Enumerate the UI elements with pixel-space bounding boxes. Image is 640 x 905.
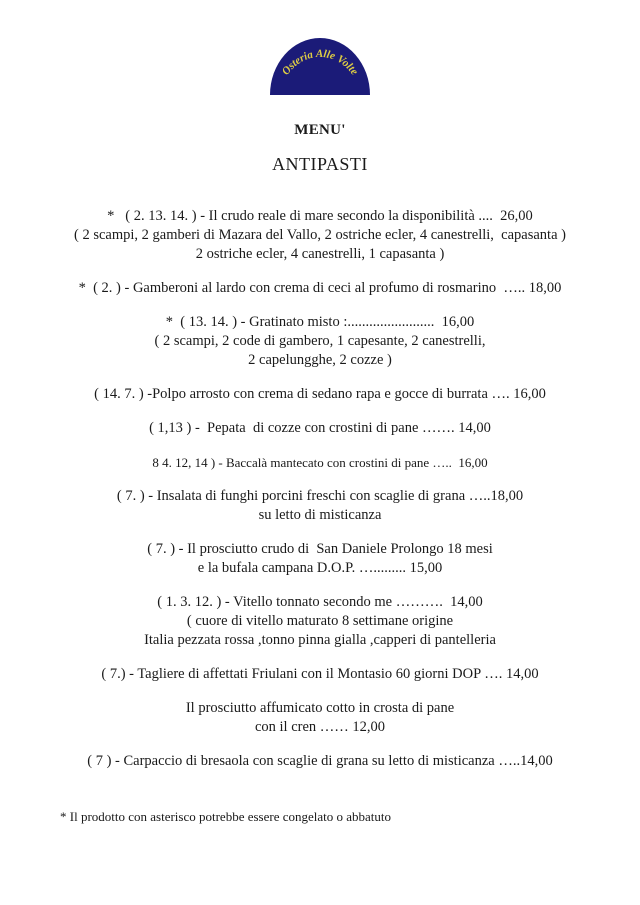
page-title: MENU' (294, 122, 346, 138)
menu-line: su letto di misticanza (258, 507, 382, 523)
menu-item (30, 313, 610, 370)
menu-item (30, 385, 610, 404)
menu-item (30, 593, 610, 650)
menu-line: ( cuore di vitello maturato 8 settimane origine (186, 613, 454, 629)
menu-line: ( 7. ) - Il prosciutto crudo di San Daniele Prolongo 18 mesi (147, 541, 493, 557)
menu-item (30, 487, 610, 525)
menu-item (30, 540, 610, 578)
menu-line: ( 7 ) - Carpaccio di bresaola con scaglie di grana su letto di misticanza …..14,00 (87, 753, 553, 769)
menu-line: 8 4. 12, 14 ) - Baccalà mantecato con crostini di pane ….. 16,00 (152, 455, 488, 470)
osteria-logo-icon (269, 36, 371, 96)
menu-line: ( 1,13 ) - Pepata di cozze con crostini di pane ……. 14,00 (149, 420, 491, 436)
logo-text: Osteria Alle Volte (279, 47, 361, 78)
menu-list (0, 207, 640, 771)
menu-item (30, 279, 610, 298)
menu-line: * ( 13. 14. ) - Gratinato misto :........................ 16,00 (165, 314, 475, 330)
menu-line: * ( 2. 13. 14. ) - Il crudo reale di mare secondo la disponibilità .... 26,00 (107, 208, 533, 224)
menu-item (30, 665, 610, 684)
menu-line: ( 1. 3. 12. ) - Vitello tonnato secondo me ………. 14,00 (157, 594, 483, 610)
menu-line: Il prosciutto affumicato cotto in crosta di pane (185, 700, 455, 716)
menu-line: 2 ostriche ecler, 4 canestrelli, 1 capasanta ) (195, 246, 445, 262)
menu-item (30, 419, 610, 438)
section-title: ANTIPASTI (272, 154, 368, 174)
menu-item (30, 207, 610, 264)
restaurant-logo (0, 0, 640, 96)
menu-line: ( 7. ) - Insalata di funghi porcini freschi con scaglie di grana …..18,00 (116, 488, 524, 504)
menu-line: 2 capelungghe, 2 cozze ) (248, 352, 392, 368)
asterisk-footnote: * Il prodotto con asterisco potrebbe essere congelato o abbatuto (60, 809, 392, 824)
menu-line: con il cren …… 12,00 (254, 719, 386, 735)
menu-line: ( 7.) - Tagliere di affettati Friulani con il Montasio 60 giorni DOP …. 14,00 (101, 666, 539, 682)
menu-line: e la bufala campana D.O.P. …......... 15,00 (197, 560, 443, 576)
menu-line: ( 2 scampi, 2 code di gambero, 1 capesante, 2 canestrelli, (154, 333, 486, 349)
menu-item (30, 453, 610, 472)
menu-line: Italia pezzata rossa ,tonno pinna gialla ,capperi di pantelleria (144, 632, 496, 648)
menu-item (30, 699, 610, 737)
menu-line: ( 14. 7. ) -Polpo arrosto con crema di sedano rapa e gocce di burrata …. 16,00 (94, 386, 546, 402)
menu-line: * ( 2. ) - Gamberoni al lardo con crema di ceci al profumo di rosmarino ….. 18,00 (78, 280, 562, 296)
menu-item (30, 752, 610, 771)
menu-line: ( 2 scampi, 2 gamberi di Mazara del Vallo, 2 ostriche ecler, 4 canestrelli, capasanta ) (74, 227, 566, 243)
